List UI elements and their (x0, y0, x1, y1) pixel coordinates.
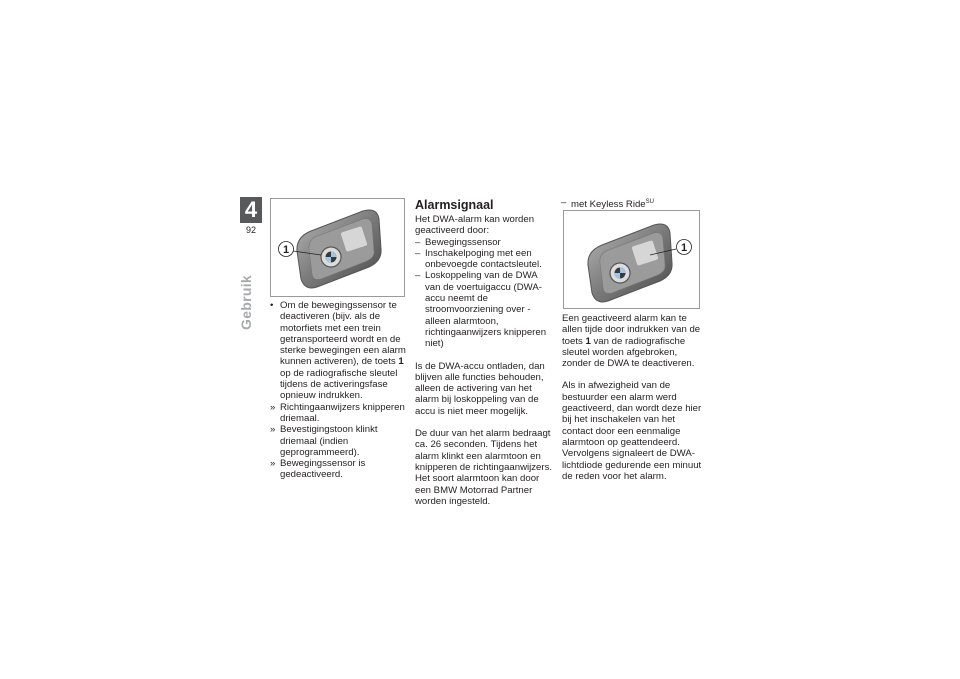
chapter-number: 4 (240, 197, 262, 223)
dash-mark: – (561, 197, 567, 208)
list-item (561, 197, 701, 210)
paragraph: Is de DWA-accu ontladen, dan blijven alle functies behouden, alleen de activering van het alarm bij loskoppeling van de accu is niet meer mogelijk. (415, 360, 545, 417)
page-number: 92 (245, 225, 256, 235)
column-1 (270, 300, 408, 481)
list-item (270, 458, 408, 481)
list-item (270, 300, 408, 402)
bullet-key: 1 (398, 356, 404, 368)
list-item (270, 402, 408, 425)
chapter-marker (240, 197, 262, 235)
para1-key: 1 (585, 335, 591, 347)
list-item (270, 424, 408, 458)
key-fob-figure-1 (270, 198, 405, 297)
column-2 (415, 214, 553, 518)
figure2-callout: 1 (680, 242, 688, 254)
para1-text-a: Een geactiveerd alarm kan te allen tijde door indrukken van de toets (562, 313, 701, 347)
result-text: Richtingaanwijzers knipperen driemaal. (280, 401, 405, 424)
list-item-text: met Keyless Ride (571, 199, 646, 211)
bullet-text-b: op de radiografische sleutel tijdens de activeringsfase opnieuw indrukken. (280, 367, 398, 402)
list-item (415, 248, 553, 271)
result-mark: » (270, 401, 276, 413)
intro-text: Het DWA-alarm kan worden geactiveerd door: (415, 214, 535, 237)
option-superscript: SU (645, 199, 654, 205)
result-mark: » (270, 424, 276, 436)
para1-text-b: van de radiografische sleutel worden afgebroken, zonder de DWA te deactiveren. (562, 335, 695, 370)
list-item-text: Loskoppeling van de DWA van de voertuigaccu (DWA-accu neemt de stroomvoorziening over - alleen alarmtoon, richtingaanwijzers knipperen niet) (425, 270, 547, 350)
figure1-callout: 1 (282, 244, 290, 256)
list-item (415, 237, 553, 248)
paragraph: De duur van het alarm bedraagt ca. 26 seconden. Tijdens het alarm klinkt een alarmtoon en knipperen de richtingaanwijzers. Het soort alarmtoon kan door een BMW Motorrad Partner worden ingesteld. (415, 428, 553, 507)
key-fob-icon (271, 199, 404, 296)
list-item-text: Bewegingssensor (425, 236, 501, 248)
list-item (415, 270, 553, 349)
dash-mark: – (415, 247, 421, 259)
key-fob-figure-2 (563, 210, 700, 309)
section-heading: Alarmsignaal (415, 198, 494, 212)
paragraph: Als in afwezigheid van de bestuurder een alarm werd geactiveerd, dan wordt deze hier bij het inschakelen van het contact door een eenmalige alarmtoon op geattendeerd. Vervolgens signaleert de DWA-lichtdiode gedurende een minuut de reden voor het alarm. (562, 380, 702, 482)
result-text: Bewegingssensor is gedeactiveerd. (280, 458, 366, 481)
result-text: Bevestigingstoon klinkt driemaal (indien geprogrammeerd). (280, 424, 378, 458)
dash-mark: – (415, 236, 421, 248)
dash-mark: – (415, 270, 421, 282)
bullet-mark: • (270, 300, 274, 311)
paragraph (562, 313, 702, 369)
result-mark: » (270, 458, 276, 470)
list-item-text: Inschakelpoging met een onbevoegde contactsleutel. (425, 247, 542, 271)
bullet-text-a: Om de bewegingssensor te deactiveren (bijv. als de motorfiets met een trein getransporteerd wordt en de sterke bewegingen een alarm kunnen activeren), de toets (280, 300, 406, 368)
column-3 (562, 313, 702, 493)
section-title: Gebruik (238, 274, 254, 330)
key-fob-icon (564, 211, 699, 308)
keyless-ride-item (561, 197, 701, 210)
